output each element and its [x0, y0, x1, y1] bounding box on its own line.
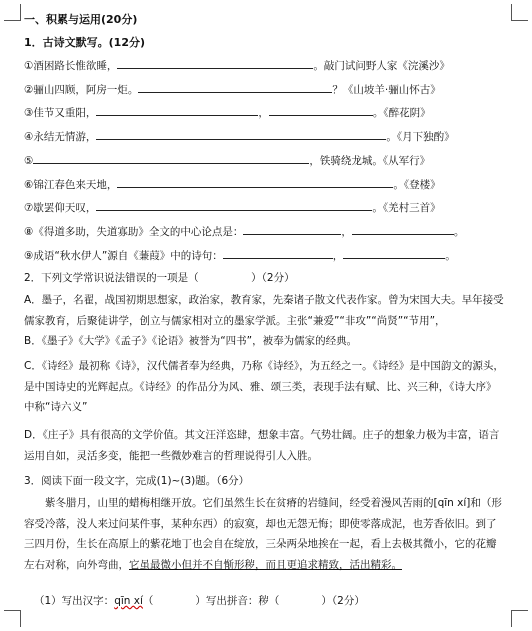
answer-blank[interactable] — [138, 81, 332, 93]
pinyin-word: qīn xí — [114, 595, 143, 607]
answer-blank[interactable] — [343, 247, 445, 259]
subq-text: （ ）写出拼音：秽（ ）（2分） — [142, 595, 365, 607]
passage-text: 和（形容受冷落，没人来过问某件事，某种东西）的寂寞，却也无怨无悔；即使零落成泥，也芳香依旧。到了三四月份，生长在高原上的紫花地丁也会自在绽放，三朵两朵地挨在一起，看上去极其微小，它的花瓣左右对称，向外弯曲， — [24, 497, 502, 571]
item-text: 。 — [445, 250, 456, 262]
item-text: ， — [332, 250, 344, 262]
item-text: ， — [258, 107, 269, 119]
section-title: 一、积累与运用(20分) — [24, 13, 138, 26]
underlined-sentence: 它虽最微小但并不自惭形秽，而且更追求精致，活出精彩。 — [129, 558, 402, 571]
q2-option-c: C．《诗经》最初称《诗》，汉代儒者奉为经典，乃称《诗经》，为五经之一。《诗经》是中国韵文的源头，是中国诗史的光辉起点。《诗经》的作品分为风、雅、颂三类，表现手法有赋、比、兴三种，《诗大序》中称“诗六义” — [24, 360, 504, 413]
q1-item-5 — [24, 152, 430, 168]
item-text: ， — [341, 226, 352, 238]
item-text: ②骊山四顾，阿房一炬。 — [24, 84, 139, 96]
q3-passage — [24, 493, 504, 575]
item-text: ⑨成语“秋水伊人”源自《蒹葭》中的诗句： — [24, 250, 223, 262]
q1-title: 1．古诗文默写。(12分) — [24, 36, 146, 49]
item-text: ⑧《得道多助，失道寡助》全文的中心论点是： — [24, 226, 244, 238]
q2-option-d: D．《庄子》具有很高的文学价值。其文汪洋恣肆，想象丰富。气势壮阔。庄子的想象力极为丰富，语言运用自如，灵活多变，能把一些微妙难言的哲理说得引人入胜。 — [24, 429, 500, 462]
q1-item-4 — [24, 128, 455, 144]
answer-blank[interactable] — [117, 176, 393, 188]
answer-blank[interactable] — [96, 104, 258, 116]
crop-mark-bottom-right — [511, 610, 528, 627]
q3-subquestion-1 — [34, 594, 365, 608]
answer-blank[interactable] — [223, 247, 333, 259]
q1-item-9 — [24, 247, 456, 263]
q1-item-7 — [24, 199, 441, 215]
item-text: ，铁骑绕龙城。《从军行》 — [309, 155, 431, 167]
answer-blank[interactable] — [96, 128, 386, 140]
q2-option-b: B．《墨子》《大学》《孟子》《论语》被誉为“四书”，被奉为儒家的经典。 — [24, 335, 358, 347]
item-text: ⑥锦江春色来天地， — [24, 179, 118, 191]
answer-blank[interactable] — [352, 223, 454, 235]
answer-blank[interactable] — [96, 199, 372, 211]
q2-stem: 2．下列文学常识说法错误的一项是（ ）（2分） — [24, 272, 295, 284]
answer-blank[interactable] — [33, 152, 309, 164]
item-text: 。 — [453, 226, 465, 238]
pinyin-annotation: [qīn xí] — [433, 497, 471, 509]
q3-stem: 3．阅读下面一段文字，完成(1)~(3)题。（6分） — [24, 475, 250, 487]
q1-item-3 — [24, 104, 431, 120]
answer-blank[interactable] — [243, 223, 341, 235]
q1-item-6 — [24, 176, 441, 192]
crop-mark-bottom-left — [4, 610, 21, 627]
passage-text: 紫冬腊月，山里的蜡梅相继开放。它们虽然生长在贫瘠的岩缝间，经受着漫风苦雨的 — [45, 497, 434, 509]
item-text: ⑦歇罢仰天叹， — [24, 202, 97, 214]
item-text: ⑤ — [24, 155, 34, 167]
subq-text: （1）写出汉字： — [34, 595, 115, 607]
q1-item-2 — [24, 81, 441, 97]
q1-item-8 — [24, 223, 464, 239]
item-text: ①酒困路长惟欲睡， — [24, 60, 118, 72]
item-text: ？《山坡羊·骊山怀古》 — [332, 84, 441, 96]
answer-blank[interactable] — [269, 104, 373, 116]
q2-option-a: A．墨子，名翟，战国初期思想家，政治家，教育家，先秦诸子散文代表作家。曾为宋国大夫。早年接受儒家教育，后聚徒讲学，创立与儒家相对立的墨家学派。主张“兼爱”“非攻”“尚贤”“节用”， — [24, 294, 504, 327]
q1-item-1 — [24, 57, 450, 73]
item-text: 。《羌村三首》 — [372, 202, 441, 214]
item-text: 。《登楼》 — [393, 179, 441, 191]
item-text: ④永结无情游， — [24, 131, 97, 143]
item-text: 。《月下独酌》 — [386, 131, 455, 143]
item-text: ③佳节又重阳， — [24, 107, 97, 119]
crop-mark-top-right — [511, 4, 528, 21]
answer-blank[interactable] — [117, 57, 313, 69]
item-text: 。《醉花阴》 — [372, 107, 431, 119]
item-text: 。敲门试问野人家《浣溪沙》 — [313, 60, 450, 72]
crop-mark-top-left — [4, 4, 21, 21]
